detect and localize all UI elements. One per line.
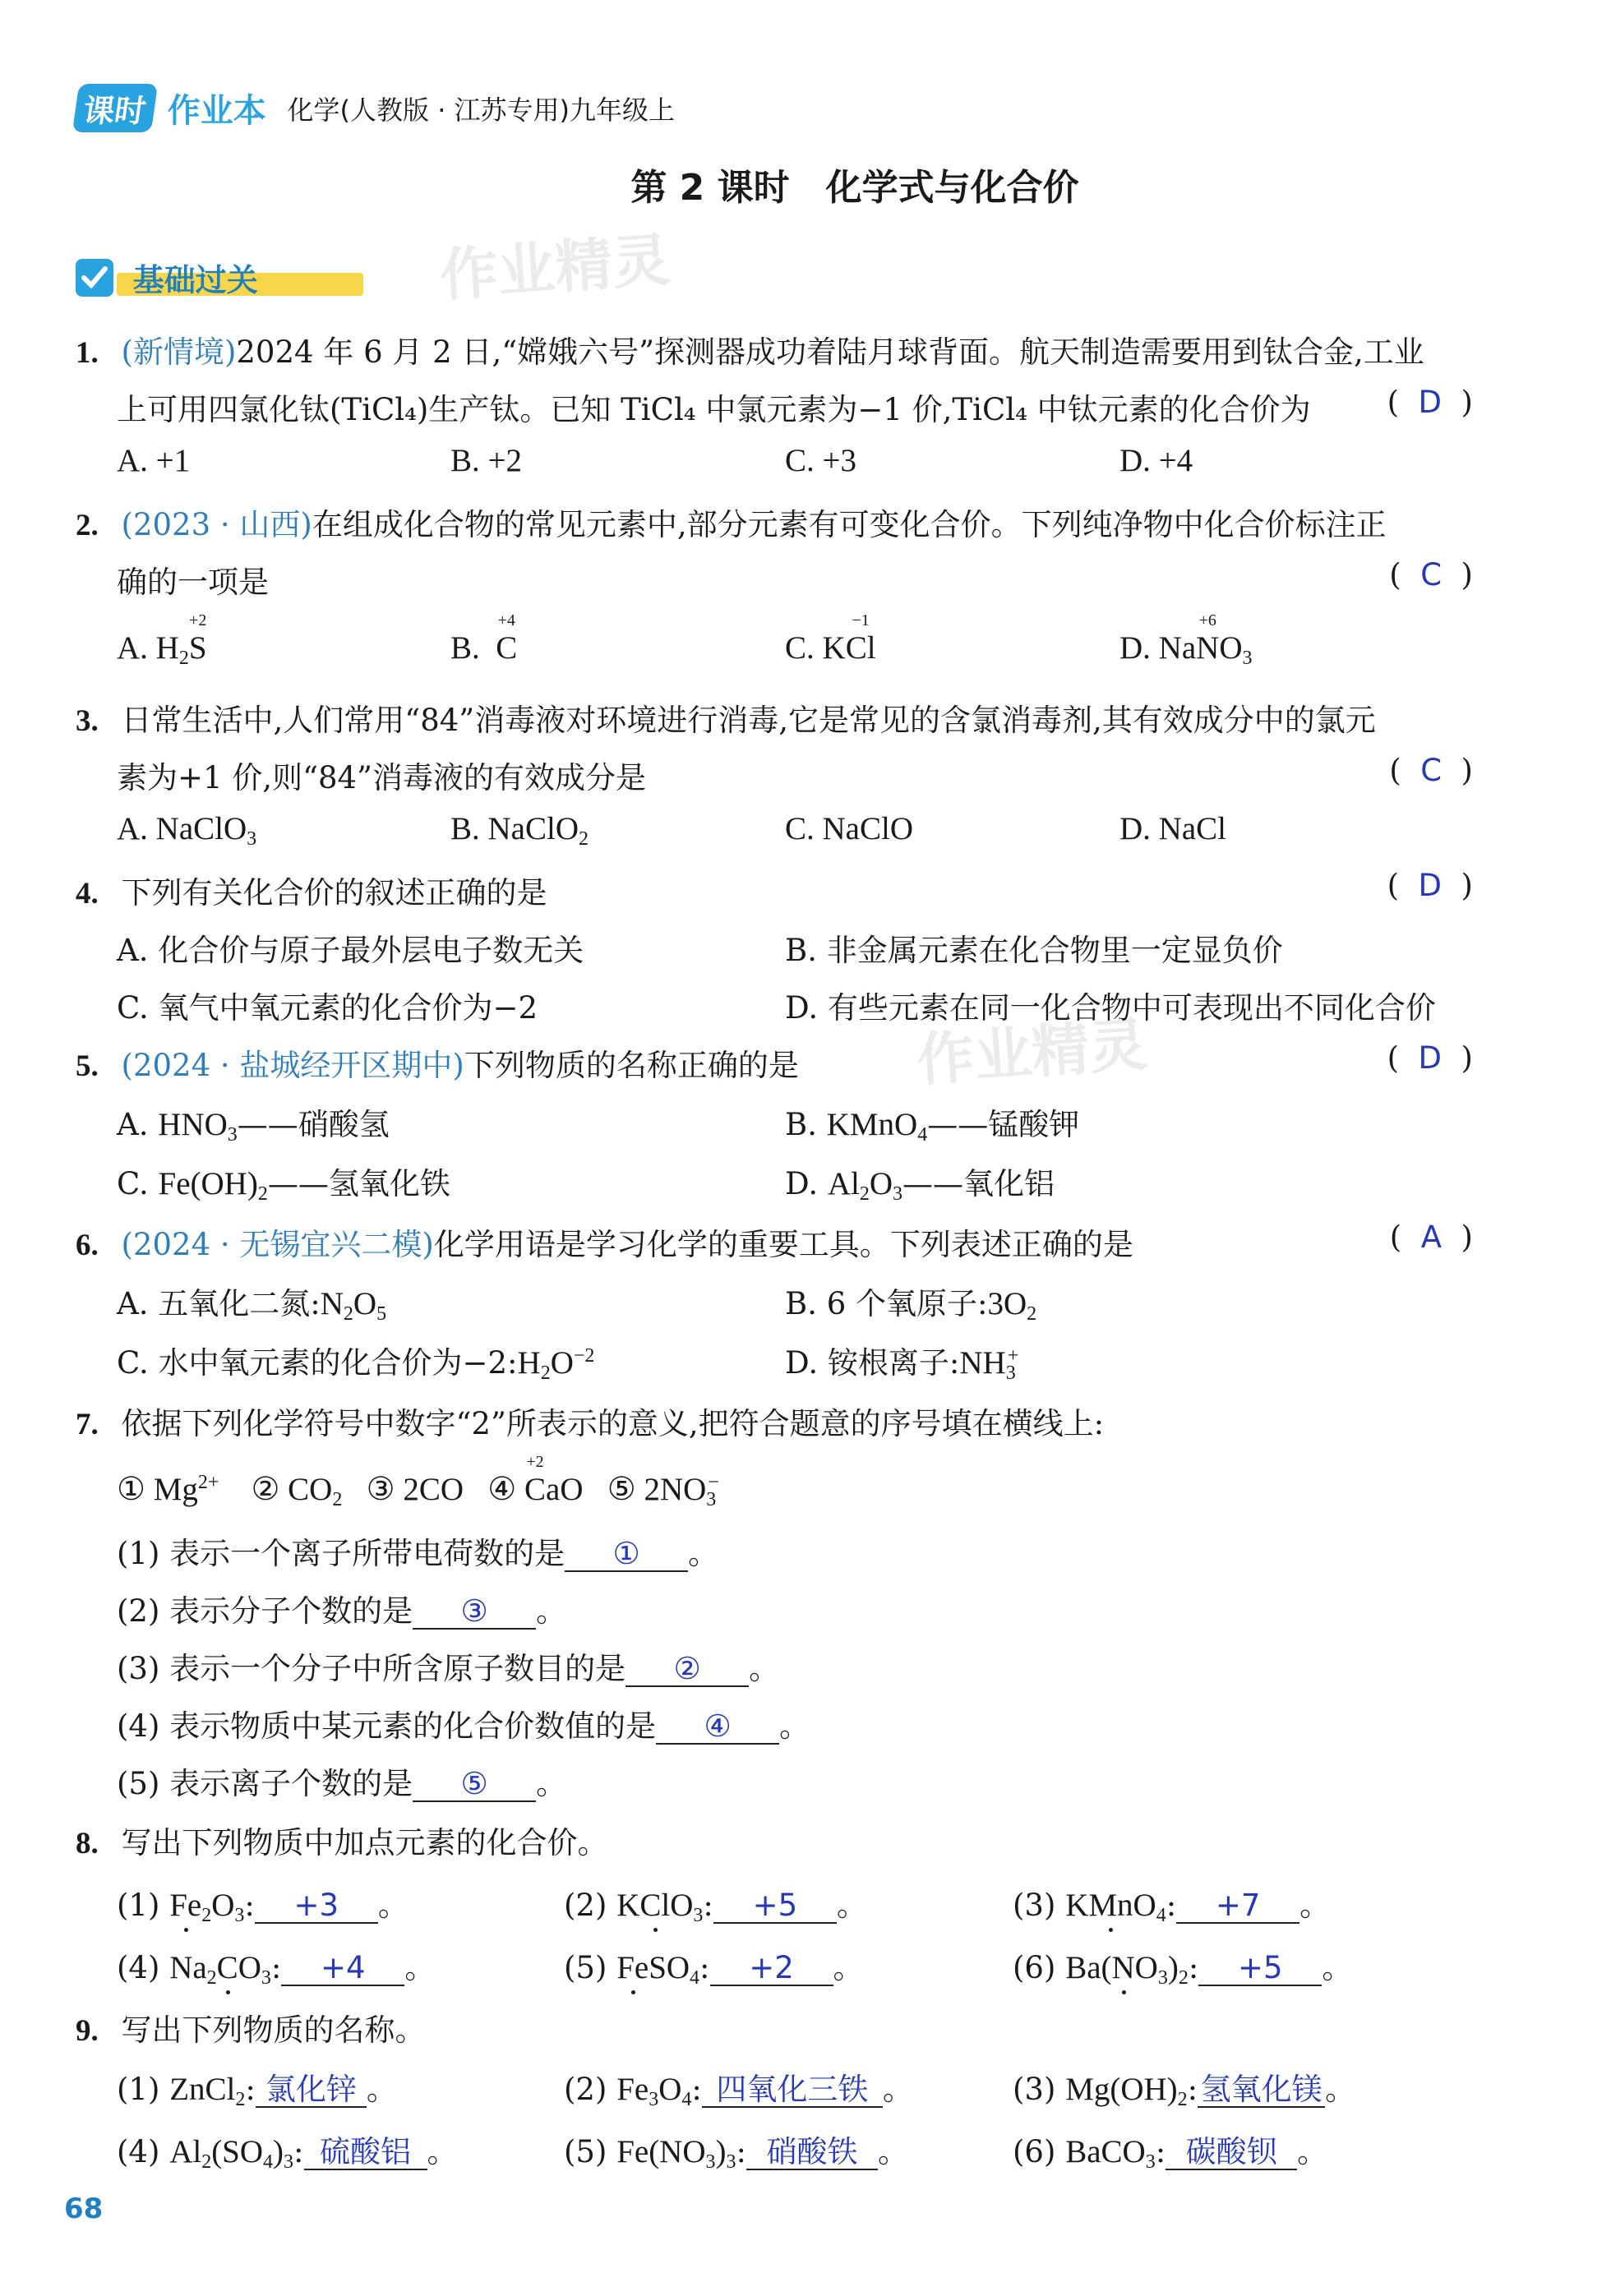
q4-stem: [76, 868, 547, 912]
q7-item-2-answer: ③: [460, 1593, 488, 1629]
q8-item-6-answer: +5: [1238, 1950, 1283, 1985]
q9-item-1-label: (1): [117, 2072, 160, 2107]
section-label: [76, 255, 258, 301]
q6-option-c: C. 水中氧元素的化合价为$-2:H_2O^{-2}$: [117, 1345, 595, 1384]
q3-option-b-letter: B.: [450, 811, 480, 846]
q8-item-1-answer: +3: [293, 1888, 339, 1923]
q8-item-2-label: (2): [564, 1888, 607, 1923]
q9-item-3-answer: 氢氧化镁: [1200, 2072, 1322, 2107]
q1-line1: [76, 327, 1424, 371]
q6-option-a-text: A. 五氧化二氮:: [117, 1286, 321, 1321]
q7-item-1: (1) 表示一个离子所带电荷数的是 ① 。: [117, 1536, 719, 1571]
q8-item-4-label: (4): [117, 1950, 160, 1985]
q6-answer: A: [1420, 1219, 1443, 1255]
q4-option-d: D. 有些元素在同一化合物中可表现出不同化合价: [785, 990, 1436, 1026]
q9-item-4: (4) $Al_2(SO_4)_3$: 硫酸铝 。: [117, 2134, 458, 2173]
q3-option-c-letter: C.: [785, 811, 815, 846]
q3-option-c: C. NaClO: [785, 811, 914, 846]
q2-answer-bracket: ( C ): [1389, 557, 1473, 592]
q7-item-4-answer: ④: [704, 1708, 732, 1744]
q7-mark-2: ②: [251, 1472, 280, 1507]
q7-item-4-label: (4) 表示物质中某元素的化合价数值的是: [117, 1708, 657, 1744]
q1-option-b: B. +2: [450, 443, 523, 478]
q3-option-d-letter: D.: [1119, 811, 1151, 846]
q9-item-5: (5) $Fe(NO_3)_3$: 硝酸铁 。: [564, 2134, 908, 2173]
q9-stem: [76, 2005, 426, 2049]
q5-stem: [76, 1040, 799, 1085]
q8-item-4: (4) $Na_2CO_3$: +4 。: [117, 1950, 436, 1989]
q9-item-4-answer: 硫酸铝: [320, 2134, 411, 2169]
q8-item-2: (2) KClO$_3$: +5 。: [564, 1888, 867, 1926]
q2-line2: 确的一项是: [117, 565, 269, 600]
q4-text: 下列有关化合价的叙述正确的是: [121, 875, 547, 911]
q1-line2: 上可用四氯化钛(TiCl₄)生产钛。已知 TiCl₄ 中氯元素为−1 价,TiCl₄ 中钛元素的化合价为: [117, 392, 1311, 427]
header: [76, 84, 675, 133]
q2-option-b: B. C +4: [450, 611, 518, 666]
q6-stem: [76, 1219, 1133, 1264]
q6-tag: (2024 · 无锡宜兴二模): [121, 1227, 434, 1262]
q7-item-1-label: (1) 表示一个离子所带电荷数的是: [117, 1536, 565, 1571]
q8-number: 8.: [76, 1827, 99, 1860]
q2-option-a-letter: A.: [117, 630, 148, 666]
logo-badge: [72, 84, 158, 132]
q1-option-d: D. +4: [1119, 443, 1193, 478]
q3-line2: 素为+1 价,则“84”消毒液的有效成分是: [117, 760, 646, 795]
watermark-middle: 作业精灵: [914, 1011, 1149, 1095]
q7-item-5-answer: ⑤: [460, 1766, 488, 1801]
q9-item-2-label: (2): [564, 2072, 607, 2107]
q4-option-b: B. 非金属元素在化合物里一定显负价: [785, 933, 1283, 968]
q1-answer-bracket: ( D ): [1387, 385, 1473, 420]
q6-answer-bracket: ( A ): [1389, 1219, 1473, 1255]
q7-item-5-label: (5) 表示离子个数的是: [117, 1766, 413, 1801]
q5-option-d-letter: D.: [785, 1166, 819, 1201]
book-name: 作业本: [167, 92, 266, 130]
q9-item-3: (3) $Mg(OH)_2$:氢氧化镁。: [1013, 2072, 1356, 2110]
q8-item-5: (5) FeSO$_4$: +2 。: [564, 1950, 864, 1989]
q4-option-c: C. 氧气中氧元素的化合价为−2: [117, 990, 538, 1026]
q5-answer: D: [1418, 1040, 1443, 1076]
q7-text: 依据下列化学符号中数字“2”所表示的意义,把符合题意的序号填在横线上:: [121, 1406, 1105, 1441]
q6-option-b-text: B. 6 个氧原子:: [785, 1286, 988, 1321]
q3-option-a-letter: A.: [117, 811, 148, 846]
page-number: 68: [64, 2192, 104, 2225]
q9-item-2: (2) $Fe_3O_4$: 四氧化三铁 。: [564, 2072, 913, 2110]
q7-item-3-label: (3) 表示一个分子中所含原子数目的是: [117, 1651, 626, 1686]
q9-item-5-label: (5): [564, 2134, 607, 2169]
q6-number: 6.: [76, 1229, 99, 1262]
q8-text: 写出下列物质中加点元素的化合价。: [121, 1825, 608, 1860]
q2-tag: (2023 · 山西): [121, 507, 312, 542]
q8-item-1: (1) $Fe_2O_3$: +3 。: [117, 1888, 409, 1926]
q3-option-b: B. NaClO$_2$: [450, 811, 589, 850]
q1-text1: 2024 年 6 月 2 日,“嫦娥六号”探测器成功着陆月球背面。航天制造需要用到钛合金,工业: [236, 334, 1424, 370]
q9-item-1: (1) ZnCl$_2$: 氯化锌 。: [117, 2072, 397, 2110]
q2-option-d: D. NaN +6 $O_3$: [1119, 611, 1253, 669]
q2-valence-c: −1: [852, 611, 870, 629]
q2-option-c: C. KCl −1: [785, 611, 876, 666]
q7-item-5: (5) 表示离子个数的是 ⑤ 。: [117, 1766, 567, 1801]
q7-item-3-answer: ②: [673, 1651, 701, 1686]
q8-item-3-label: (3): [1013, 1888, 1056, 1923]
q2-valence-d: +6: [1198, 611, 1216, 629]
q3-line1: [76, 695, 1376, 740]
q9-number: 9.: [76, 2014, 99, 2048]
q5-option-c: C. $Fe(OH)_2——$氢氧化铁: [117, 1166, 450, 1205]
q7-symbols: ① $Mg^{2+}$ ② $CO_2$ ③ 2CO ④ Ca +2 O ⑤ $2NO_3^-$: [117, 1453, 719, 1510]
q7-cao-valence: +2: [526, 1453, 544, 1471]
q6-option-c-text: C. 水中氧元素的化合价为−2:: [117, 1345, 518, 1381]
q9-text: 写出下列物质的名称。: [121, 2012, 426, 2048]
checkbox-icon: [76, 259, 113, 297]
q2-number: 2.: [76, 509, 99, 542]
q5-text: 下列物质的名称正确的是: [464, 1048, 799, 1083]
q9-item-3-label: (3): [1013, 2072, 1056, 2107]
q5-tag: (2024 · 盐城经开区期中): [121, 1048, 464, 1083]
q1-tag: (新情境): [121, 334, 237, 370]
q2-answer: C: [1420, 557, 1443, 592]
q8-item-3-answer: +7: [1215, 1888, 1261, 1923]
q2-text1: 在组成化合物的常见元素中,部分元素有可变化合价。下列纯净物中化合价标注正: [312, 507, 1387, 542]
q4-number: 4.: [76, 877, 99, 911]
q8-item-1-label: (1): [117, 1888, 160, 1923]
q7-mark-5: ⑤: [607, 1472, 636, 1507]
q8-item-5-answer: +2: [749, 1950, 794, 1985]
q2-line1: [76, 500, 1387, 544]
q6-option-b: B. 6 个氧原子$:3O_2$: [785, 1286, 1037, 1325]
q6-option-d: D. 铵根离子$:NH_3^+$: [785, 1345, 1019, 1384]
q6-text: 化学用语是学习化学的重要工具。下列表述正确的是: [433, 1227, 1133, 1262]
q2-valence-a: +2: [189, 611, 207, 629]
q6-option-a: A. 五氧化二氮$:N_2O_5$: [117, 1286, 387, 1325]
q9-item-6-label: (6): [1013, 2134, 1056, 2169]
q3-number: 3.: [76, 704, 99, 738]
q9-item-6: (6) BaCO$_3$: 碳酸钡 。: [1013, 2134, 1328, 2173]
q5-option-a-name: ——硝酸氢: [237, 1107, 390, 1142]
q5-option-b-letter: B.: [785, 1107, 817, 1142]
lesson-title: 第 2 课时 化学式与化合价: [630, 167, 1079, 209]
q1-option-c: C. +3: [785, 443, 857, 478]
q2-option-b-letter: B.: [450, 630, 480, 666]
q9-item-2-answer: 四氧化三铁: [716, 2072, 869, 2107]
q9-item-5-answer: 硝酸铁: [766, 2134, 858, 2169]
q9-item-1-answer: 氯化锌: [265, 2072, 357, 2107]
q5-option-d-name: ——氧化铝: [902, 1166, 1055, 1201]
q6-option-d-text: D. 铵根离子:: [785, 1345, 960, 1381]
q4-option-a: A. 化合价与原子最外层电子数无关: [117, 933, 584, 968]
q9-item-6-answer: 碳酸钡: [1185, 2134, 1277, 2169]
q1-option-a: A. +1: [117, 443, 191, 478]
q3-option-d: D. NaCl: [1119, 811, 1226, 846]
q3-text1: 日常生活中,人们常用“84”消毒液对环境进行消毒,它是常见的含氯消毒剂,其有效成分中的氯元: [121, 703, 1376, 738]
q5-option-b: B. KMnO$_4$——锰酸钾: [785, 1107, 1080, 1146]
q8-item-6: (6) $Ba(NO_3)_2$: +5 。: [1013, 1950, 1353, 1989]
q5-option-c-letter: C.: [117, 1166, 149, 1201]
q2-option-c-letter: C.: [785, 630, 815, 666]
q5-option-a: A. $HNO_3——$硝酸氢: [117, 1107, 390, 1146]
q3-option-a: A. NaClO$_3$: [117, 811, 257, 850]
q2-valence-b: +4: [497, 611, 515, 629]
q8-item-4-answer: +4: [321, 1950, 366, 1985]
q3-answer-bracket: ( C ): [1389, 753, 1473, 788]
q4-answer: D: [1418, 868, 1443, 903]
q7-item-4: (4) 表示物质中某元素的化合价数值的是 ④ 。: [117, 1708, 810, 1744]
q7-stem: [76, 1399, 1104, 1443]
q7-item-2: (2) 表示分子个数的是 ③ 。: [117, 1593, 567, 1629]
watermark-top: 作业精灵: [437, 226, 672, 310]
q8-item-2-answer: +5: [752, 1888, 798, 1923]
q7-number: 7.: [76, 1408, 99, 1441]
q8-stem: [76, 1818, 608, 1862]
logo-text: 课时: [81, 93, 149, 129]
q4-answer-bracket: ( D ): [1387, 868, 1473, 903]
q7-item-1-answer: ①: [612, 1536, 640, 1571]
section-label-text: 基础过关: [132, 262, 258, 298]
q5-option-b-name: ——锰酸钾: [927, 1107, 1080, 1142]
q7-mark-4: ④: [487, 1472, 517, 1507]
q1-answer: D: [1418, 385, 1443, 420]
q5-number: 5.: [76, 1049, 99, 1083]
q8-item-6-label: (6): [1013, 1950, 1056, 1985]
q7-item-2-label: (2) 表示分子个数的是: [117, 1593, 413, 1629]
q5-option-a-letter: A.: [117, 1107, 149, 1142]
q5-option-c-name: ——氢氧化铁: [267, 1166, 450, 1201]
q5-option-d: D. $Al_2O_3——$氧化铝: [785, 1166, 1055, 1205]
q1-number: 1.: [76, 336, 99, 370]
subject-label: 化学(人教版 · 江苏专用)九年级上: [287, 94, 676, 126]
q7-item-3: (3) 表示一个分子中所含原子数目的是 ② 。: [117, 1651, 780, 1686]
q8-item-5-label: (5): [564, 1950, 607, 1985]
q3-answer: C: [1420, 753, 1443, 788]
q8-item-3: (3) KMnO$_4$: +7 。: [1013, 1888, 1331, 1926]
q5-answer-bracket: ( D ): [1387, 1040, 1473, 1076]
q7-mark-1: ①: [117, 1472, 145, 1507]
q7-mark-3: ③: [366, 1472, 395, 1507]
q2-option-d-letter: D.: [1119, 630, 1151, 666]
q2-option-a: A. $H_2S$ +2: [117, 611, 207, 669]
q9-item-4-label: (4): [117, 2134, 160, 2169]
